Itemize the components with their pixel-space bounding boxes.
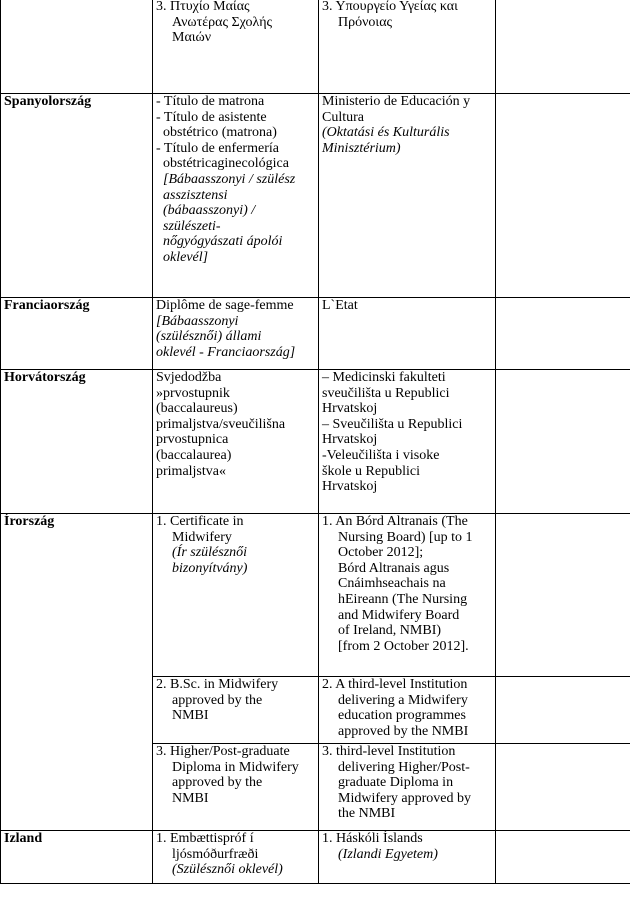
table-row-spain — [1, 94, 630, 298]
body-line: [from 2 October 2012]. — [338, 638, 469, 654]
body-line: 1. Háskóli Íslands — [322, 831, 423, 846]
qualification-cell — [153, 370, 319, 514]
qual-line: 1. Certificate in — [156, 514, 244, 529]
body-translation-line: (Oktatási és Kulturális — [322, 125, 450, 141]
qual-line: Svjedodžba — [156, 370, 222, 385]
qual-line: prvostupnica — [156, 432, 229, 448]
qual-line: - Título de enfermería — [156, 140, 279, 156]
qual-line: - Título de matrona — [156, 94, 265, 109]
qual-line: Midwifery — [172, 529, 232, 545]
table-row-ireland-1 — [1, 514, 630, 677]
qual-translation-line: [Bábaasszonyi — [156, 313, 239, 329]
qual-line: NMBI — [172, 708, 209, 724]
qual-translation-line: [Bábaasszonyi / szülész — [163, 171, 296, 187]
table-row-croatia — [1, 370, 630, 514]
qual-translation-line: bizonyítvány) — [172, 560, 248, 576]
qual-line: Ανωτέρας Σχολής — [172, 14, 273, 30]
qual-line: obstétricaginecológica — [163, 156, 289, 172]
qual-line: approved by the — [172, 692, 263, 708]
body-line: 2. A third-level Institution — [322, 677, 468, 692]
qual-line: (baccalaureus) — [156, 401, 238, 417]
body-line: and Midwifery Board — [338, 607, 460, 623]
body-line: Hrvatskoj — [322, 432, 378, 448]
body-line: 3. third-level Institution — [322, 744, 456, 759]
qual-translation-line: asszisztensi — [163, 187, 228, 203]
qual-line: approved by the — [172, 775, 263, 791]
body-line: Ministerio de Educación y — [322, 94, 471, 109]
awarding-body-cell — [319, 370, 496, 514]
qual-translation-line: (Ír szülésznői — [172, 545, 248, 561]
notes-cell — [496, 298, 630, 370]
table-row-iceland — [1, 831, 630, 884]
body-line: Cultura — [322, 109, 364, 125]
body-line: Hrvatskoj — [322, 401, 378, 417]
body-line: delivering Higher/Post- — [338, 759, 470, 775]
body-line: Cnáimhseachais na — [338, 576, 446, 592]
notes-cell — [496, 677, 630, 744]
qualification-cell — [153, 0, 319, 94]
country-name: Horvátország — [1, 370, 153, 514]
body-line: Hrvatskoj — [322, 479, 378, 495]
notes-cell — [496, 831, 630, 884]
body-line: Πρόνοιας — [338, 14, 393, 30]
qualification-cell — [153, 94, 319, 298]
body-translation-line: (Izlandi Egyetem) — [338, 846, 438, 862]
country-name: Franciaország — [1, 298, 153, 370]
qual-line: 3. Higher/Post-graduate — [156, 744, 290, 759]
qual-line: 3. Πτυχίο Μαίας — [156, 0, 250, 14]
country-name: Izland — [1, 831, 153, 884]
qual-line: Μαιών — [172, 30, 212, 46]
body-line: – Sveučilišta u Republici — [322, 416, 463, 432]
body-line: hEireann (The Nursing — [338, 591, 468, 607]
qual-line: 1. Embættispróf í — [156, 831, 254, 846]
country-name: Spanyolország — [1, 94, 153, 298]
table-row-france — [1, 298, 630, 370]
qual-translation-line: (bábaasszonyi) / — [163, 203, 256, 219]
qual-translation-line: oklevél - Franciaország] — [156, 344, 296, 360]
qual-line: Diplôme de sage-femme — [156, 298, 294, 313]
qual-line: NMBI — [172, 790, 209, 806]
qualification-cell — [153, 744, 319, 831]
qual-line: (baccalaurea) — [156, 447, 232, 463]
body-line: Midwifery approved by — [338, 790, 471, 806]
qual-line: ljósmóðurfræði — [172, 846, 259, 862]
body-line: graduate Diploma in — [338, 775, 454, 791]
qualification-cell — [153, 677, 319, 744]
awarding-body-cell — [319, 298, 496, 370]
awarding-body-cell — [319, 514, 496, 677]
body-line: L`Etat — [322, 298, 358, 313]
awarding-body-cell — [319, 94, 496, 298]
body-translation-line: Minisztérium) — [322, 140, 401, 156]
body-line: – Medicinski fakulteti — [322, 370, 446, 385]
body-line: -Veleučilišta i visoke — [322, 447, 440, 463]
country-name: Írország — [1, 514, 153, 831]
body-line: October 2012]; — [338, 545, 424, 561]
qual-line: »prvostupnik — [156, 385, 230, 401]
qual-translation-line: szülészeti- — [163, 218, 221, 234]
awarding-body-cell — [319, 677, 496, 744]
notes-cell — [496, 514, 630, 677]
qual-line: obstétrico (matrona) — [163, 125, 277, 141]
notes-cell — [496, 370, 630, 514]
notes-cell — [496, 744, 630, 831]
body-line: delivering a Midwifery — [338, 692, 468, 708]
qual-translation-line: (Szülésznői oklevél) — [172, 862, 283, 878]
awarding-body-cell — [319, 831, 496, 884]
qualification-cell — [153, 514, 319, 677]
qual-translation-line: (szülésznői) állami — [156, 329, 262, 345]
body-line: of Ireland, NMBI) — [338, 623, 442, 639]
body-line: Bórd Altranais agus — [338, 560, 450, 576]
qual-translation-line: oklevél] — [163, 249, 209, 265]
notes-cell — [496, 94, 630, 298]
qualification-cell — [153, 831, 319, 884]
qual-line: primaljstva« — [156, 463, 226, 479]
body-line: approved by the NMBI — [338, 723, 469, 739]
qualification-cell — [153, 298, 319, 370]
body-line: sveučilišta u Republici — [322, 385, 450, 401]
notes-cell — [496, 0, 630, 94]
qual-translation-line: nőgyógyászati ápolói — [163, 234, 283, 250]
qual-line: primaljstva/sveučilišna — [156, 416, 286, 432]
body-line: 1. An Bórd Altranais (The — [322, 514, 468, 529]
awarding-body-cell — [319, 0, 496, 94]
awarding-body-cell — [319, 744, 496, 831]
qual-line: - Título de asistente — [156, 109, 267, 125]
table-row-greece-3 — [1, 0, 630, 94]
body-line: 3. Υπουργείο Υγείας και — [322, 0, 458, 14]
body-line: education programmes — [338, 708, 466, 724]
country-cell — [1, 0, 153, 94]
body-line: Nursing Board) [up to 1 — [338, 529, 473, 545]
body-line: the NMBI — [338, 806, 396, 822]
qual-line: Diploma in Midwifery — [172, 759, 299, 775]
body-line: škole u Republici — [322, 463, 420, 479]
qual-line: 2. B.Sc. in Midwifery — [156, 677, 279, 692]
